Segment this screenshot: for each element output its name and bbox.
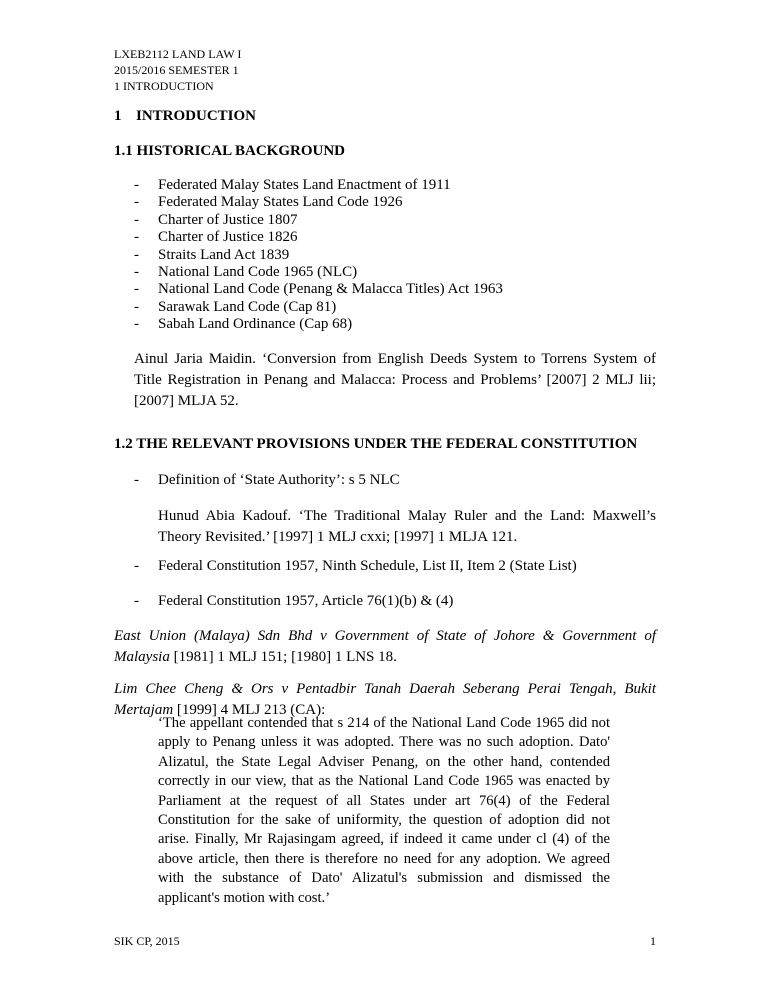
section-title: INTRODUCTION [136,108,257,124]
article-76-item: - Federal Constitution 1957, Article 76(1)(b) & (4) [134,593,454,609]
list-item: - Sarawak Land Code (Cap 81) [134,298,337,315]
ainul-reference: Ainul Jaria Maidin. ‘Conversion from English Deeds System to Torrens System of Title Registration in Penang and Malacca: Process and Problems’ [2007] 2 MLJ lii; [2007] MLJA 52. [134,351,656,409]
page-number: 1 [650,934,656,948]
section-heading-introduction [114,108,256,125]
page-header [114,46,241,94]
case-citation: [1999] 4 MLJ 213 (CA): [173,702,326,718]
list-item: - Federated Malay States Land Code 1926 [134,194,403,211]
header-chapter: 1 INTRODUCTION [114,79,214,93]
section-heading-federal-constitution: 1.2 THE RELEVANT PROVISIONS UNDER THE FEDERAL CONSTITUTION [114,436,638,452]
ninth-schedule-item: - Federal Constitution 1957, Ninth Schedule, List II, Item 2 (State List) [134,558,577,574]
list-item: - National Land Code (Penang & Malacca Titles) Act 1963 [134,281,503,298]
header-course: LXEB2112 LAND LAW I [114,47,242,61]
list-item: - Sabah Land Ordinance (Cap 68) [134,316,353,333]
history-list [134,177,503,334]
case-name: East Union (Malaya) Sdn Bhd v Government of State of Johore & Government of Malaysia [114,628,656,665]
state-authority-item: - Definition of ‘State Authority’: s 5 NLC [134,472,400,488]
case-citation: [1981] 1 MLJ 151; [1980] 1 LNS 18. [169,649,397,665]
judgment-quote: ‘The appellant contended that s 214 of the National Land Code 1965 did not apply to Penang unless it was adopted. There was no such adoption. Dato' Alizatul, the State Legal Adviser Penang, on the other hand, contended correctly in our view, that as the National Land Code 1965 was enacted by Parliament at the request of all States under art 76(4) of the Federal Constitution for the sake of uniformity, the question of adoption did not arise. Finally, Mr Rajasingam agreed, if indeed it came under cl (4) of the above article, then there is therefore no need for any adoption. We agreed with the substance of Dato' Alizatul's submission and dismissed the applicant's motion with cost.’ [158,715,610,906]
header-semester: 2015/2016 SEMESTER 1 [114,63,239,77]
list-item: - Federated Malay States Land Enactment of 1911 [134,177,451,193]
hunud-reference: Hunud Abia Kadouf. ‘The Traditional Malay Ruler and the Land: Maxwell’s Theory Revisited.’ [1997] 1 MLJ cxxi; [1997] 1 MLJA 121. [158,508,656,545]
east-union-case [114,626,656,668]
list-item: - Charter of Justice 1807 [134,211,298,228]
list-item: - National Land Code 1965 (NLC) [134,264,358,281]
list-item: - Straits Land Act 1839 [134,246,290,263]
footer-author: SIK CP, 2015 [114,934,180,948]
case-name: Lim Chee Cheng & Ors v Pentadbir Tanah Daerah Seberang Perai Tengah, Bukit Mertajam [114,681,656,718]
section-heading-historical-background: 1.1 HISTORICAL BACKGROUND [114,143,346,159]
section-number: 1 [114,108,122,124]
list-item: - Charter of Justice 1826 [134,229,298,246]
